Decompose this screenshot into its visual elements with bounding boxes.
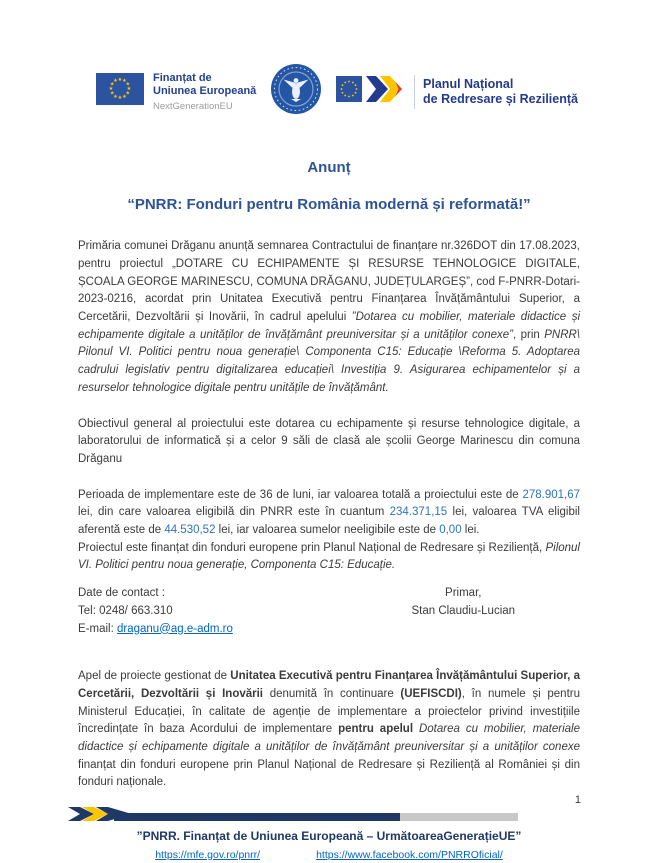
signature-title: Primar,	[445, 587, 482, 600]
svg-text:★: ★	[122, 93, 127, 100]
paragraph-objective: Obiectivul general al proiectului este dotarea cu echipamente și resurse tehnologice digitale, a laboratorului de informatică și a celor 9 săli de clasă ale școlii George Marinescu din comuna Drăganu	[78, 417, 580, 465]
paragraph-contract: Primăria comunei Drăganu anunță semnarea Contractului de finanțare nr.326DOT din 17.08.2023, pentru proiectul „DOTARE CU ECHIPAMENTE ȘI RESURSE TEHNOLOGICE DIGITALE, ȘCOALA GEORGE MARINESCU, COMUNA DRĂGANU, JUDEȚULARGEȘ”, cod F-PNRR-Dotari-2023-0216, acordat prin Unitatea Executivă pentru Finanțarea Învățământului Superior, a Cercetării, Dezvoltării și Inovării, în cadrul apelului ”Dotarea cu mobilier, materiale didactice și echipamente digitale a unităților de învățământ preuniversitar și a unităților conexe”, prin PNRR\ Pilonul VI. Politici pentru noua generație\ Componenta C15: Educație \Reforma 5. Adoptarea cadrului legislativ pentru digitalizarea educației\ Investiția 9. Asigurarea echipamentelor și a resurselor tehnologice digitale pentru unitățile de învățământ.	[78, 240, 580, 394]
footer-link-facebook[interactable]: https://www.facebook.com/PNRROficial/	[316, 848, 503, 861]
eu-funded-line1: Finanțat de	[153, 71, 212, 84]
contact-email-row	[78, 621, 347, 639]
svg-text:★: ★	[117, 76, 123, 83]
contact-phone: Tel: 0248/ 663.310	[78, 604, 173, 617]
eu-flag-icon	[96, 73, 144, 112]
svg-text:★: ★	[117, 94, 123, 101]
paragraph-call: Apel de proiecte gestionat de Unitatea Executivă pentru Finanțarea Învățământului Superior, a Cercetării, Dezvoltării și Inovării denumită în continuare (UEFISCDI), în numele și pentru Ministerul Educației, în calitate de agenție de implementare a proiectelor privind investițiile încredințate în baza Acordului de implementare pentru apelul Dotarea cu mobilier, materiale didactice și echipamente digitale a unităților de învățământ preuniversitar și a unităților conexe finanțat din fonduri europene prin Planul Național de Redresare și Reziliență al României și din fonduri naționale.	[78, 670, 581, 789]
paragraph-budget: Perioada de implementare este de 36 de luni, iar valoarea totală a proiectului este de 278.901,67 lei, din care valoarea eligibilă din PNRR este în cuantum 234.371,15 lei, valoarea TVA eligibil aferentă este de 44.530,52 lei, iar valoarea sumelor neeligibile este de 0,00 lei.	[78, 488, 580, 537]
pnrr-arrow-icon	[336, 72, 406, 113]
pnrr-logo	[336, 72, 578, 113]
svg-text:★: ★	[108, 85, 114, 92]
svg-text:★: ★	[125, 81, 131, 88]
svg-text:★: ★	[109, 81, 115, 88]
contact-left	[78, 585, 347, 638]
footer-link-mfe[interactable]: https://mfe.gov.ro/pnrr/	[155, 848, 261, 861]
contact-email-label: E-mail:	[78, 622, 117, 635]
email-link[interactable]: draganu@ag.e-adm.ro	[116, 622, 233, 635]
svg-text:★: ★	[126, 85, 132, 92]
footer-links	[78, 847, 580, 863]
gov-seal-icon	[270, 63, 322, 122]
footer-bar-gray	[400, 813, 518, 821]
pnrr-logo-divider	[414, 75, 415, 109]
svg-text:★: ★	[113, 93, 118, 100]
footer-divider	[78, 810, 580, 824]
signature-name: Stan Claudiu-Lucian	[411, 604, 516, 617]
page-subtitle: “PNRR: Fonduri pentru România modernă și reformată!”	[127, 196, 531, 214]
svg-text:★: ★	[109, 90, 115, 97]
footer-bar-navy	[114, 813, 400, 821]
pnrr-logo-text	[423, 77, 578, 107]
paragraph-financing: Proiectul este finanțat din fonduri europene prin Planul Național de Redresare și Reziliență, Pilonul VI. Politici pentru noua generație, Componenta C15: Educație.	[78, 541, 580, 572]
eu-funded-line2: Uniunea Europeană	[153, 85, 257, 98]
svg-text:★: ★	[122, 77, 127, 84]
svg-text:★: ★	[113, 77, 118, 84]
footer-slogan: ”PNRR. Finanțat de Uniunea Europeană – UrmătoareaGenerațieUE”	[136, 829, 522, 844]
eu-funded-text	[153, 72, 256, 112]
pnrr-logo-line1: Planul Național	[423, 77, 514, 92]
contact-section	[78, 585, 580, 638]
contact-label: Date de contact :	[78, 587, 165, 600]
svg-text:★: ★	[125, 90, 131, 97]
page-footer	[78, 810, 580, 863]
signature-block	[347, 585, 580, 638]
pnrr-logo-line2: de Redresare și Reziliență	[423, 91, 578, 106]
page-title: Anunț	[307, 159, 351, 176]
eu-funded-logo	[96, 72, 256, 112]
nextgeneu-label: NextGenerationEU	[153, 100, 233, 112]
page-number: 1	[574, 794, 581, 806]
header-logos	[96, 64, 578, 120]
